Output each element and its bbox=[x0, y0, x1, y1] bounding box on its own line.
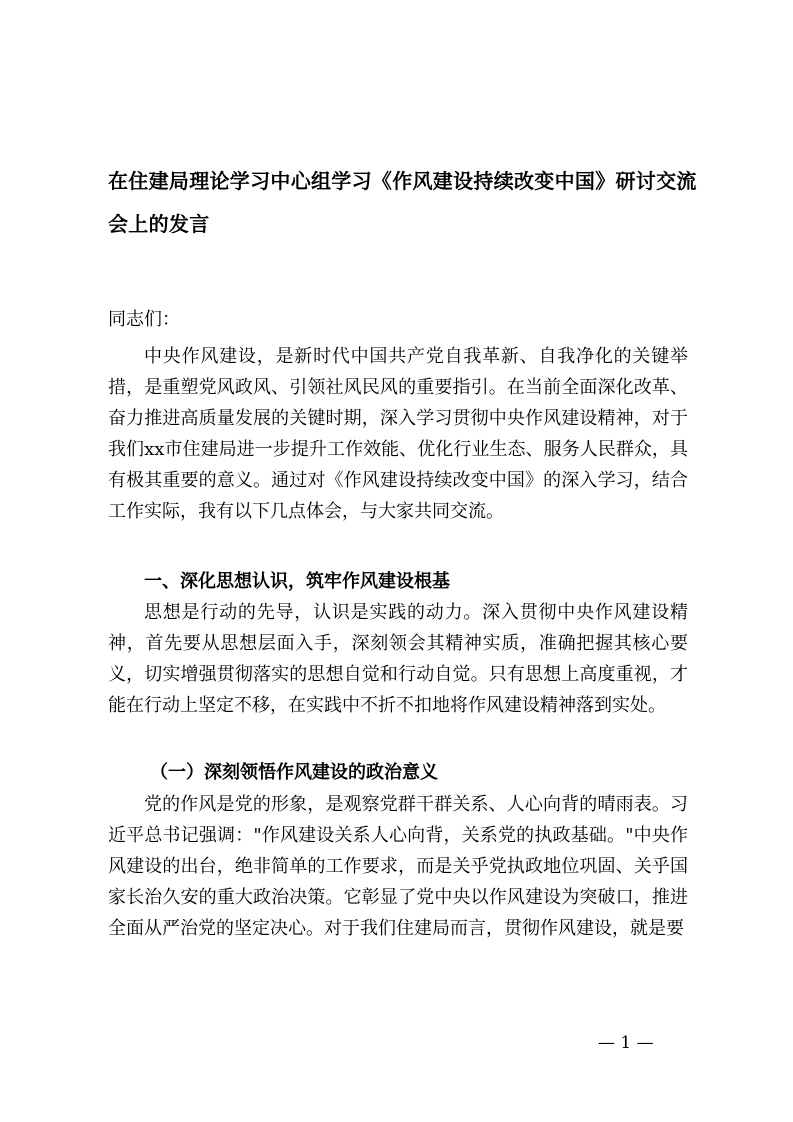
subsection-heading-1: （一）深刻领悟作风建设的政治意义 bbox=[150, 762, 438, 783]
intro-paragraph: 中央作风建设，是新时代中国共产党自我革新、自我净化的关键举措，是重塑党风政风、引领社风民风的重要指引。在当前全面深化改革、奋力推进高质量发展的关键时期，深入学习贯彻中央作风建设精神，对于我们xx市住建局进一步提升工作效能、优化行业生态、服务人民群众，具有极其重要的意义。通过对《作风建设持续改变中国》的深入学习，结合工作实际，我有以下几点体会，与大家共同交流。 bbox=[108, 346, 688, 522]
section-heading-1: 一、深化思想认识，筑牢作风建设根基 bbox=[144, 571, 450, 592]
subsection-1-paragraph: 党的作风是党的形象，是观察党群干群关系、人心向背的晴雨表。习近平总书记强调："作风建设关系人心向背，关系党的执政基础。"中央作风建设的出台，绝非简单的工作要求，而是关乎党执政地位巩固、关乎国家长治久安的重大政治决策。它彰显了党中央以作风建设为突破口，推进全面从严治党的坚定决心。对于我们住建局而言，贯彻作风建设，就是要 bbox=[108, 794, 688, 939]
page-number: — 1 — bbox=[598, 1033, 654, 1053]
document-title: 在住建局理论学习中心组学习《作风建设持续改变中国》研讨交流会上的发言 bbox=[108, 169, 697, 236]
greeting: 同志们： bbox=[108, 309, 180, 330]
section-1-paragraph: 思想是行动的先导，认识是实践的动力。深入贯彻中央作风建设精神，首先要从思想层面入手，深刻领会其精神实质，准确把握其核心要义，切实增强贯彻落实的思想自觉和行动自觉。只有思想上高度重视，才能在行动上坚定不移，在实践中不折不扣地将作风建设精神落到实处。 bbox=[108, 602, 688, 716]
